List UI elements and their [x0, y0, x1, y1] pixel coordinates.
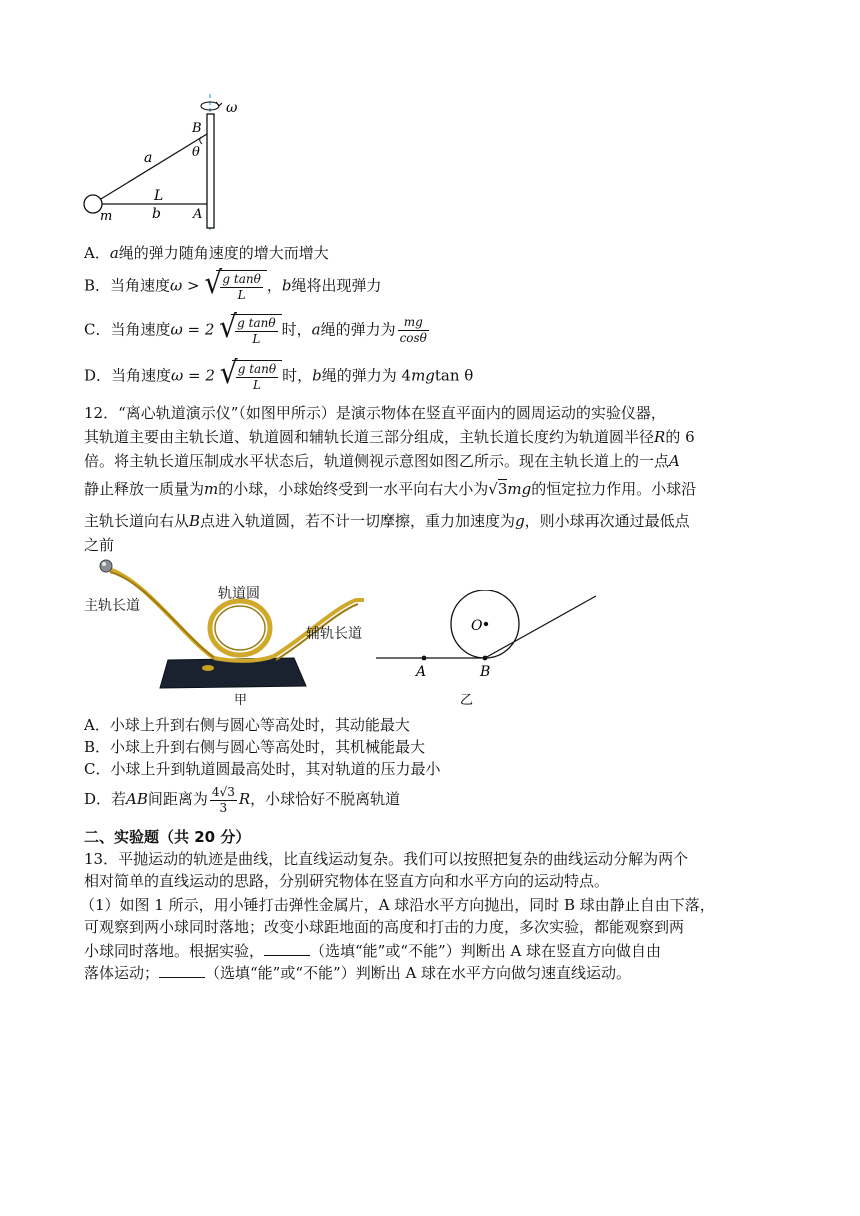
- q11-option-a: A．a绳的弹力随角速度的增大而增大: [84, 244, 329, 262]
- sqrt-expression: √ $\frac{\text{g tanθ}}{L}$: [204, 270, 266, 303]
- answer-blank-2[interactable]: [159, 963, 205, 978]
- label-B: B: [192, 121, 202, 136]
- q13-line-5: 小球同时落地。根据实验， （选填“能”或“不能”）判断出 A 球在竖直方向做自由: [84, 942, 662, 960]
- q11-option-b: B．当角速度ω > √ $\frac{\text{g tanθ}}{L}$ ，b绳将出现弹力: [84, 264, 382, 302]
- q13-line-6: 落体运动； （选填“能”或“不能”）判断出 A 球在水平方向做匀速直线运动。: [84, 964, 632, 982]
- answer-blank-1[interactable]: [264, 941, 310, 956]
- q12-line-4: 静止释放一质量为m的小球，小球始终受到一水平向右大小为√3mg的恒定拉力作用。小球沿: [84, 480, 697, 498]
- label-theta: θ: [192, 145, 200, 160]
- sqrt-expression: √ $\frac{\text{g tanθ}}{L}$: [219, 314, 281, 347]
- incline-track: [485, 596, 596, 658]
- q11-option-d: D．当角速度ω = 2 √ $\frac{\text{g tanθ}}{L}$ 时，b绳的弹力为 4mgtan θ: [84, 354, 474, 392]
- label-m: m: [100, 209, 113, 224]
- point-A: [422, 656, 427, 661]
- label-b: b: [152, 206, 161, 222]
- label-loop: 轨道圆: [218, 586, 260, 602]
- steel-ball: [100, 560, 112, 572]
- q12-option-d: D．若AB间距离为 $\frac{4√3}{3}$ R，小球恰好不脱离轨道: [84, 784, 401, 815]
- q13-line-3: （1）如图 1 所示，用小锤打击弹性金属片，A 球沿水平方向抛出，同时 B 球由静止自由下落，: [80, 896, 715, 914]
- rope-a: [96, 134, 207, 202]
- label-L: L: [154, 188, 164, 204]
- q12-line-6: 之前: [84, 536, 115, 554]
- q12-line-3: 倍。将主轨长道压制成水平状态后，轨道侧视示意图如图乙所示。现在主轨长道上的一点A: [84, 452, 680, 470]
- caption-yi: 乙: [460, 693, 474, 708]
- caption-jia: 甲: [234, 693, 248, 706]
- centrifugal-track-photo: [84, 558, 374, 706]
- q12-line-1: 12．“离心轨道演示仪”（如图甲所示）是演示物体在竖直平面内的圆周运动的实验仪器，: [84, 404, 666, 422]
- track-loop: [210, 601, 270, 655]
- section-heading: 二、实验题（共 20 分）: [84, 828, 251, 846]
- q12-option-a: A．小球上升到右侧与圆心等高处时，其动能最大: [84, 716, 410, 734]
- label-a: a: [144, 150, 153, 166]
- q13-line-1: 13．平抛运动的轨迹是曲线，比直线运动复杂。我们可以按照把复杂的曲线运动分解为两个: [84, 850, 689, 868]
- device-base: [160, 658, 306, 688]
- point-B: [483, 656, 488, 661]
- label-B: B: [480, 664, 491, 680]
- q13-line-2: 相对简单的直线运动的思路，分别研究物体在竖直方向和水平方向的运动特点。: [84, 872, 610, 890]
- q12-line-2: 其轨道主要由主轨长道、轨道圆和辅轨长道三部分组成，主轨长道长度约为轨道圆半径R的 6: [84, 428, 695, 446]
- label-aux-track: 辅轨长道: [306, 626, 362, 642]
- q12-option-c: C．小球上升到轨道圆最高处时，其对轨道的压力最小: [84, 760, 441, 778]
- vertical-rod: [207, 114, 214, 228]
- label-A: A: [193, 207, 203, 222]
- sqrt-expression: √ $\frac{\text{g tanθ}}{L}$: [220, 360, 282, 393]
- q12-line-5: 主轨长道向右从B点进入轨道圆，若不计一切摩擦，重力加速度为g，则小球再次通过最低点: [84, 512, 690, 530]
- label-O: O: [471, 618, 483, 634]
- omega-label: ω: [226, 100, 238, 116]
- q13-line-4: 可观察到两小球同时落地；改变小球距地面的高度和打击的力度，多次实验，都能观察到两: [84, 918, 685, 936]
- q12-option-b: B．小球上升到右侧与圆心等高处时，其机械能最大: [84, 738, 426, 756]
- center-point: [484, 622, 488, 626]
- label-main-track: 主轨长道: [84, 598, 140, 614]
- q11-option-c: C．当角速度ω = 2 √ $\frac{\text{g tanθ}}{L}$ 时，a绳的弹力为 $\frac{mg}{\cos\theta}$: [84, 308, 427, 346]
- track-side-view: [372, 590, 608, 712]
- label-A: A: [416, 664, 427, 680]
- rod-rope-diagram: [80, 92, 260, 232]
